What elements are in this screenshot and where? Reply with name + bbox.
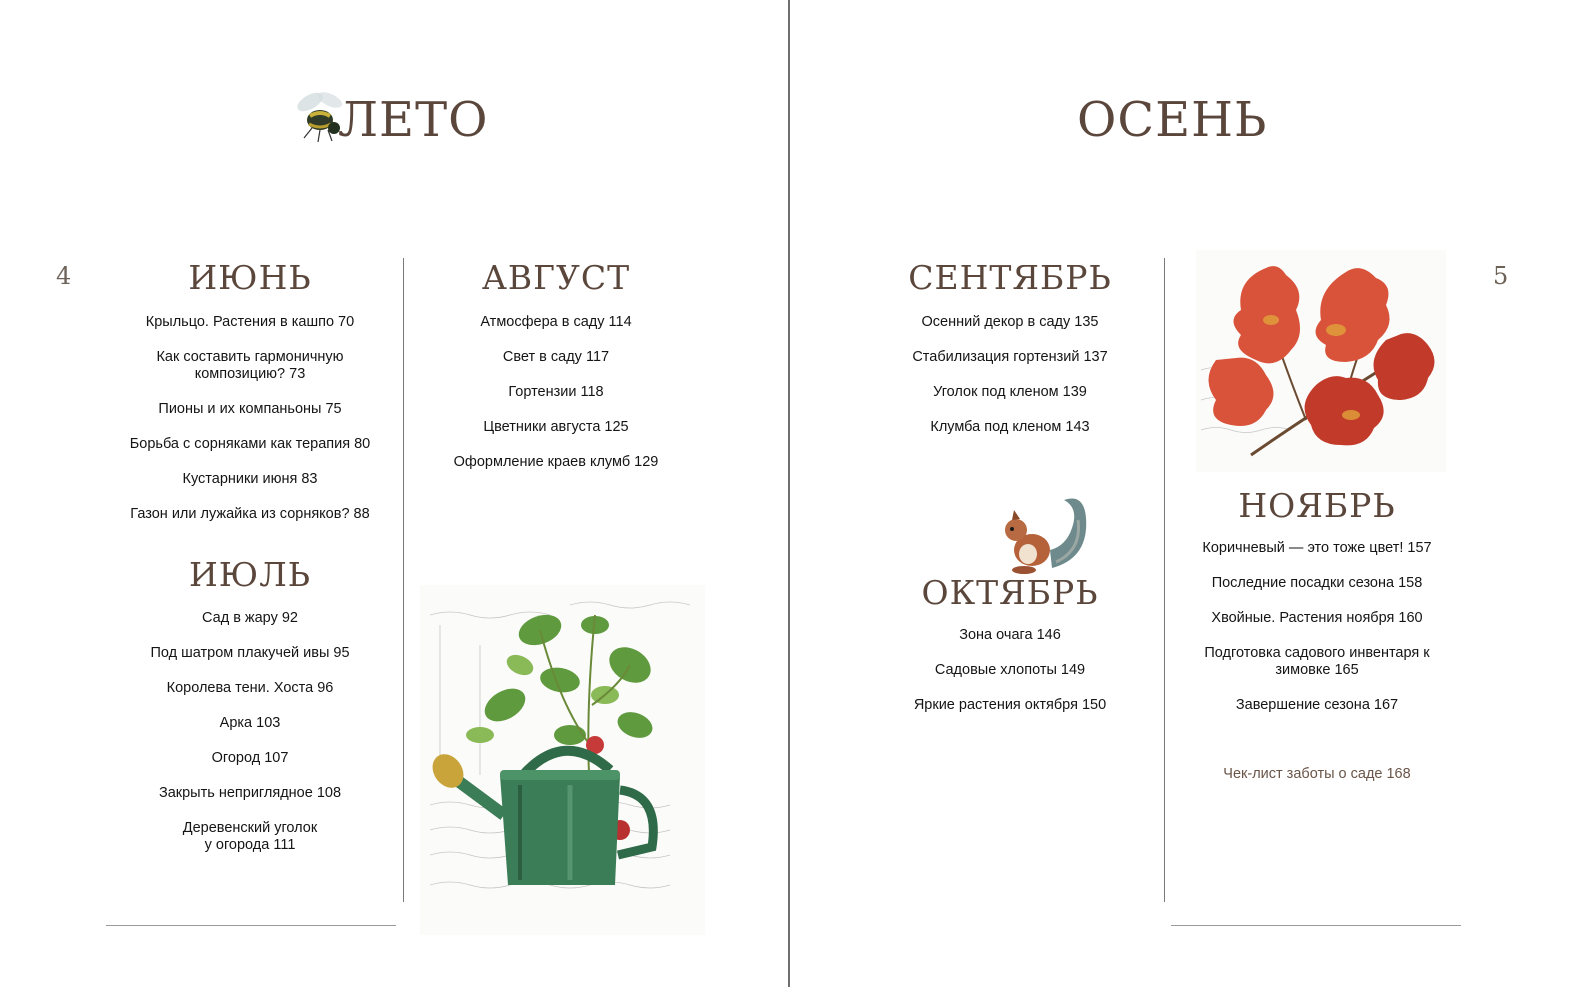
toc-entry[interactable]: Уголок под кленом 139 (933, 384, 1087, 400)
toc-entry[interactable]: Королева тени. Хоста 96 (166, 680, 334, 696)
october-entries (860, 627, 1160, 732)
toc-entry[interactable]: Клумба под кленом 143 (930, 419, 1090, 435)
page-number-right: 5 (1493, 262, 1509, 290)
season-title-summer: ЛЕТО (338, 92, 489, 148)
column-divider (403, 258, 404, 902)
toc-entry[interactable]: Крыльцо. Растения в кашпо 70 (145, 314, 355, 330)
toc-entry[interactable]: Свет в саду 117 (502, 349, 610, 365)
season-title-autumn: ОСЕНЬ (1077, 92, 1268, 148)
month-title-june: ИЮНЬ (188, 258, 312, 297)
oak-leaves-illustration (1196, 250, 1446, 472)
right-page (791, 0, 1576, 987)
june-entries (100, 314, 400, 541)
squirrel-illustration (994, 488, 1094, 580)
toc-entry[interactable]: Закрыть неприглядное 108 (158, 785, 342, 801)
column-divider (1164, 258, 1165, 902)
month-title-october: ОКТЯБРЬ (921, 573, 1099, 612)
toc-entry[interactable]: Газон или лужайка из сорняков? 88 (130, 506, 370, 522)
page-number-left: 4 (56, 262, 72, 290)
bottom-rule-right (1171, 925, 1461, 926)
toc-entry[interactable]: Кустарники июня 83 (182, 471, 318, 487)
toc-entry[interactable]: Садовые хлопоты 149 (934, 662, 1086, 678)
toc-entry[interactable]: Яркие растения октября 150 (913, 697, 1107, 713)
book-spine (788, 0, 790, 987)
toc-entry[interactable]: Осенний декор в саду 135 (921, 314, 1099, 330)
august-entries (406, 314, 706, 489)
november-entries (1167, 540, 1467, 732)
toc-entry[interactable]: Под шатром плакучей ивы 95 (150, 645, 350, 661)
toc-entry[interactable]: Последние посадки сезона 158 (1211, 575, 1423, 591)
toc-entry[interactable]: Зона очага 146 (959, 627, 1061, 643)
month-title-july: ИЮЛЬ (189, 555, 311, 594)
toc-entry[interactable]: Огород 107 (211, 750, 289, 766)
month-title-august: АВГУСТ (481, 258, 631, 297)
toc-entry[interactable]: Пионы и их компаньоны 75 (158, 401, 342, 417)
toc-entry[interactable]: Цветники августа 125 (483, 419, 629, 435)
checklist-link[interactable]: Чек-лист заботы о саде 168 (1223, 766, 1411, 782)
toc-entry[interactable]: Как составить гармоничную композицию? 73 (156, 349, 344, 382)
september-entries (860, 314, 1160, 454)
toc-entry[interactable]: Подготовка садового инвентаря к зимовке 165 (1204, 645, 1430, 678)
toc-entry[interactable]: Деревенский уголок у огорода 111 (182, 820, 318, 853)
july-entries (100, 610, 400, 872)
toc-entry[interactable]: Коричневый — это тоже цвет! 157 (1202, 540, 1432, 556)
toc-entry[interactable]: Атмосфера в саду 114 (480, 314, 632, 330)
toc-entry[interactable]: Борьба с сорняками как терапия 80 (129, 436, 371, 452)
bottom-rule-left (106, 925, 396, 926)
toc-entry[interactable]: Завершение сезона 167 (1235, 697, 1399, 713)
month-title-november: НОЯБРЬ (1238, 486, 1396, 525)
toc-entry[interactable]: Хвойные. Растения ноября 160 (1211, 610, 1423, 626)
toc-entry[interactable]: Стабилизация гортензий 137 (912, 349, 1108, 365)
watering-can-illustration (420, 585, 705, 935)
toc-entry[interactable]: Сад в жару 92 (202, 610, 298, 626)
toc-entry[interactable]: Оформление краев клумб 129 (453, 454, 659, 470)
toc-entry[interactable]: Гортензии 118 (508, 384, 604, 400)
toc-entry[interactable]: Арка 103 (219, 715, 281, 731)
month-title-september: СЕНТЯБРЬ (908, 258, 1112, 297)
